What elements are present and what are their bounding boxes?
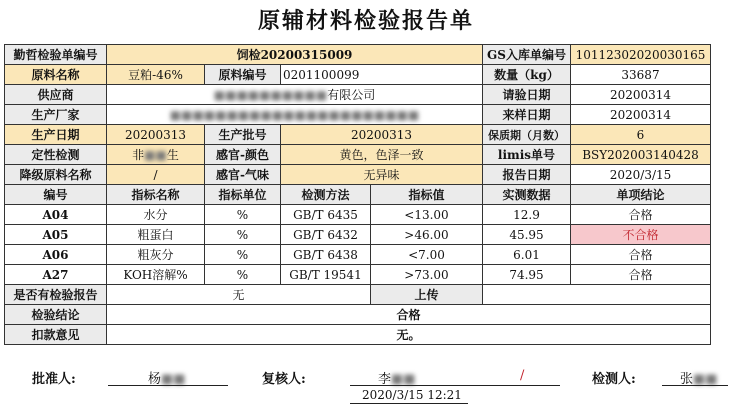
test-conclusion: 合格 xyxy=(571,265,711,285)
conclusion-value[interactable]: 合格 xyxy=(107,305,711,325)
manufacturer-label: 生产厂家 xyxy=(5,105,107,125)
test-no: A04 xyxy=(5,205,107,225)
gs-no-value[interactable]: 10112302020030165 xyxy=(571,45,711,65)
test-method: GB/T 6432 xyxy=(281,225,371,245)
color-value[interactable]: 黄色，色泽一致 xyxy=(281,145,483,165)
conclusion-label: 检验结论 xyxy=(5,305,107,325)
col-conclusion: 单项结论 xyxy=(571,185,711,205)
shelf-life-value[interactable]: 6 xyxy=(571,125,711,145)
test-spec: <13.00 xyxy=(371,205,483,225)
test-name: 水分 xyxy=(107,205,205,225)
report-grid xyxy=(4,44,711,345)
qual-pre: 非 xyxy=(132,148,145,162)
test-conclusion: 合格 xyxy=(571,205,711,225)
qual-redacted: ■■ xyxy=(144,148,167,162)
test-name: KOH溶解% xyxy=(107,265,205,285)
batch-no-label: 生产批号 xyxy=(205,125,281,145)
supplier-value[interactable] xyxy=(107,85,483,105)
report-title: 原辅材料检验报告单 xyxy=(257,8,474,34)
table-row xyxy=(5,265,711,285)
approver-line xyxy=(108,385,228,386)
table-row xyxy=(5,205,711,225)
col-no: 编号 xyxy=(5,185,107,205)
row-qualitative xyxy=(5,145,711,165)
row-conclusion xyxy=(5,305,711,325)
col-spec: 指标值 xyxy=(371,185,483,205)
reviewer-name: 李■■ xyxy=(378,372,416,387)
upload-button[interactable]: 上传 xyxy=(371,285,483,305)
test-spec: >46.00 xyxy=(371,225,483,245)
material-name-label: 原料名称 xyxy=(5,65,107,85)
test-name: 粗蛋白 xyxy=(107,225,205,245)
qual-test-value[interactable] xyxy=(107,145,205,165)
row-downgrade xyxy=(5,165,711,185)
test-no: A05 xyxy=(5,225,107,245)
supplier-tail: 有限公司 xyxy=(327,88,376,102)
datetime-line xyxy=(350,403,468,404)
inspector-name: 张■■ xyxy=(680,372,718,387)
prod-date-label: 生产日期 xyxy=(5,125,107,145)
col-method: 检测方法 xyxy=(281,185,371,205)
material-code-label: 原料编号 xyxy=(205,65,281,85)
report-date-value[interactable]: 2020/3/15 xyxy=(571,165,711,185)
qual-post: 生 xyxy=(166,148,179,162)
test-result[interactable]: 74.95 xyxy=(483,265,571,285)
test-conclusion-fail: 不合格 xyxy=(571,225,711,245)
test-unit: % xyxy=(205,265,281,285)
supplier-label: 供应商 xyxy=(5,85,107,105)
inspector-label: 检测人: xyxy=(592,372,636,387)
test-name: 粗灰分 xyxy=(107,245,205,265)
test-conclusion: 合格 xyxy=(571,245,711,265)
test-result[interactable]: 6.01 xyxy=(483,245,571,265)
tests-header-row xyxy=(5,185,711,205)
smell-label: 感官-气味 xyxy=(205,165,281,185)
sample-date-value[interactable]: 20200314 xyxy=(571,105,711,125)
test-spec: <7.00 xyxy=(371,245,483,265)
shelf-life-label: 保质期（月数） xyxy=(483,125,571,145)
test-no: A06 xyxy=(5,245,107,265)
supplier-redacted: ■■■■■■■■■■ xyxy=(213,88,328,102)
test-spec: >73.00 xyxy=(371,265,483,285)
inspect-date-value[interactable]: 20200314 xyxy=(571,85,711,105)
reviewer-label: 复核人: xyxy=(262,372,306,387)
qual-test-label: 定性检测 xyxy=(5,145,107,165)
downgrade-label: 降级原料名称 xyxy=(5,165,107,185)
approver-name: 杨■■ xyxy=(148,372,186,387)
table-row xyxy=(5,225,711,245)
batch-no-value[interactable]: 20200313 xyxy=(281,125,483,145)
report-no-label: 勤哲检验单编号 xyxy=(5,45,107,65)
report-date-label: 报告日期 xyxy=(483,165,571,185)
test-unit: % xyxy=(205,225,281,245)
material-code-value[interactable]: 0201100099 xyxy=(281,65,483,85)
material-name-value[interactable]: 豆粕-46% xyxy=(107,65,205,85)
row-production xyxy=(5,125,711,145)
test-method: GB/T 19541 xyxy=(281,265,371,285)
col-name: 指标名称 xyxy=(107,185,205,205)
report-no-value[interactable]: 饲检20200315009 xyxy=(107,45,483,65)
col-result: 实测数据 xyxy=(483,185,571,205)
quantity-value[interactable]: 33687 xyxy=(571,65,711,85)
prod-date-value[interactable]: 20200313 xyxy=(107,125,205,145)
gs-no-label: GS入库单编号 xyxy=(483,45,571,65)
inspect-date-label: 请验日期 xyxy=(483,85,571,105)
upload-spacer xyxy=(483,285,711,305)
sign-datetime: 2020/3/15 12:21 xyxy=(362,388,462,402)
color-label: 感官-颜色 xyxy=(205,145,281,165)
other-report-value[interactable]: 无 xyxy=(107,285,371,305)
other-report-label: 是否有检验报告 xyxy=(5,285,107,305)
quantity-label: 数量（kg） xyxy=(483,65,571,85)
approver-label: 批准人: xyxy=(32,372,76,387)
reviewer-line xyxy=(350,385,560,386)
inspector-line xyxy=(662,385,728,386)
manufacturer-redacted: ■■■■■■■■■■■■■■■■■■■■■■ xyxy=(169,107,420,122)
test-unit: % xyxy=(205,205,281,225)
row-supplier xyxy=(5,85,711,105)
limis-label: limis单号 xyxy=(483,145,571,165)
table-row xyxy=(5,245,711,265)
test-result[interactable]: 45.95 xyxy=(483,225,571,245)
test-result[interactable]: 12.9 xyxy=(483,205,571,225)
row-other-report xyxy=(5,285,711,305)
sample-date-label: 来样日期 xyxy=(483,105,571,125)
col-unit: 指标单位 xyxy=(205,185,281,205)
downgrade-value[interactable]: / xyxy=(107,165,205,185)
test-method: GB/T 6435 xyxy=(281,205,371,225)
smell-value[interactable]: 无异味 xyxy=(281,165,483,185)
row-material xyxy=(5,65,711,85)
manufacturer-value[interactable] xyxy=(107,105,483,125)
reviewer-mark: / xyxy=(520,368,525,383)
row-report-no xyxy=(5,45,711,65)
deduction-value[interactable]: 无。 xyxy=(107,325,711,345)
deduction-label: 扣款意见 xyxy=(5,325,107,345)
signature-footer xyxy=(0,366,732,410)
test-no: A27 xyxy=(5,265,107,285)
limis-value[interactable]: BSY202003140428 xyxy=(571,145,711,165)
test-method: GB/T 6438 xyxy=(281,245,371,265)
row-deduction xyxy=(5,325,711,345)
row-manufacturer xyxy=(5,105,711,125)
test-unit: % xyxy=(205,245,281,265)
